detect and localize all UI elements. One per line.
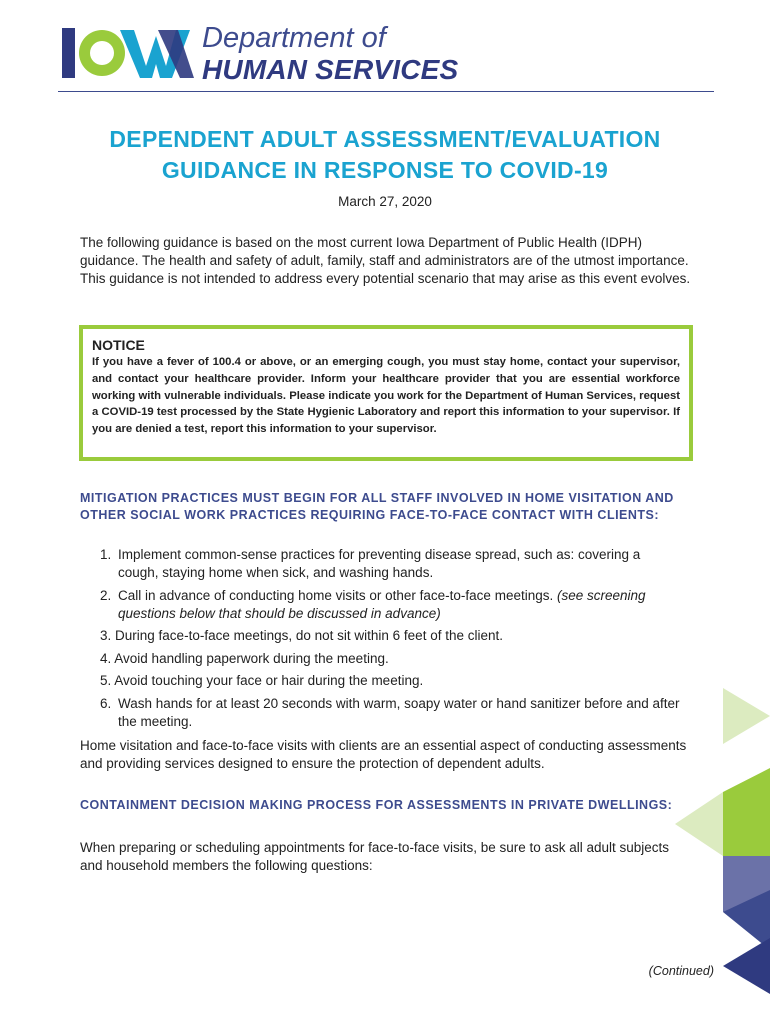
dept-name-line2: HUMAN SERVICES: [202, 54, 459, 85]
document-title: [60, 124, 710, 186]
list-item: [100, 627, 680, 645]
notice-heading: NOTICE: [92, 337, 145, 353]
deco-triangle-green: [723, 768, 770, 856]
list-item-number: 4.: [100, 650, 112, 666]
list-item: [100, 587, 680, 623]
section-heading-mitigation: MITIGATION PRACTICES MUST BEGIN FOR ALL STAFF INVOLVED IN HOME VISITATION AND OTHER SOCIAL WORK PRACTICES REQUIRING FACE-TO-FACE CONTACT WITH CLIENTS:: [80, 491, 674, 522]
list-item-number: 3.: [100, 628, 112, 643]
dept-name-line1: Department of: [202, 22, 386, 54]
list-item-text: Implement common-sense practices for preventing disease spread, such as: covering a cough, staying home when sick, and washing hands.: [118, 547, 641, 580]
list-item-number: 2.: [100, 587, 112, 603]
list-item-number: 6.: [100, 695, 112, 711]
section-heading-containment: CONTAINMENT DECISION MAKING PROCESS FOR ASSESSMENTS IN PRIVATE DWELLINGS:: [80, 798, 673, 812]
list-item: [100, 650, 680, 668]
deco-triangle-pale-green: [675, 792, 723, 856]
list-item-note: (see screening questions below that should be discussed in advance): [118, 587, 646, 621]
deco-triangle-light-green: [723, 688, 770, 744]
notice-box: [79, 325, 693, 461]
list-item-number: 1.: [100, 547, 112, 562]
notice-body: If you have a fever of 100.4 or above, or an emerging cough, you must stay home, contact your supervisor, and contact your healthcare provider. Inform your healthcare provider that you are essential workforce working with vulnerable individuals. Please indicate you work for the Department of Human Services, request a COVID-19 test processed by the State Hygienic Laboratory and report this information to your supervisor. If you are denied a test, report this information to your supervisor.: [92, 356, 680, 436]
list-item-text: Call in advance of conducting home visits or other face-to-face meetings.: [118, 587, 554, 603]
list-item-text: Wash hands for at least 20 seconds with warm, soapy water or hand sanitizer before and after the meeting.: [118, 695, 680, 729]
deco-triangle-navy: [723, 938, 770, 994]
intro-paragraph: The following guidance is based on the most current Iowa Department of Public Health (IDPH) guidance. The health and safety of adult, family, staff and administrators are of the utmost importance. This guidance is not intended to address every potential scenario that may arise as this event evolves.: [80, 235, 691, 286]
list-item-text: Avoid touching your face or hair during the meeting.: [114, 673, 424, 688]
title-line1: DEPENDENT ADULT ASSESSMENT/EVALUATION: [109, 126, 661, 152]
containment-paragraph: When preparing or scheduling appointments for face-to-face visits, be sure to ask all adult subjects and household members the following questions:: [80, 840, 670, 873]
header-divider: [58, 91, 714, 92]
title-line2: GUIDANCE IN RESPONSE TO COVID-19: [161, 157, 609, 183]
mitigation-closing-paragraph: Home visitation and face-to-face visits with clients are an essential aspect of conducting assessments and providing services designed to ensure the protection of dependent adults.: [80, 738, 687, 771]
mitigation-list: [100, 546, 680, 735]
document-date: March 27, 2020: [338, 194, 432, 209]
list-item-number: 5.: [100, 673, 112, 688]
list-item-text: During face-to-face meetings, do not sit within 6 feet of the client.: [115, 628, 503, 643]
list-item: [100, 546, 680, 582]
dhs-logo: [62, 20, 459, 86]
continued-label: (Continued): [648, 964, 714, 978]
list-item-text: Avoid handling paperwork during the meeting.: [114, 650, 389, 666]
iowa-logo-mark: [62, 24, 194, 80]
decorative-triangles: [675, 680, 770, 1000]
list-item: [100, 672, 680, 690]
list-item: [100, 695, 680, 731]
